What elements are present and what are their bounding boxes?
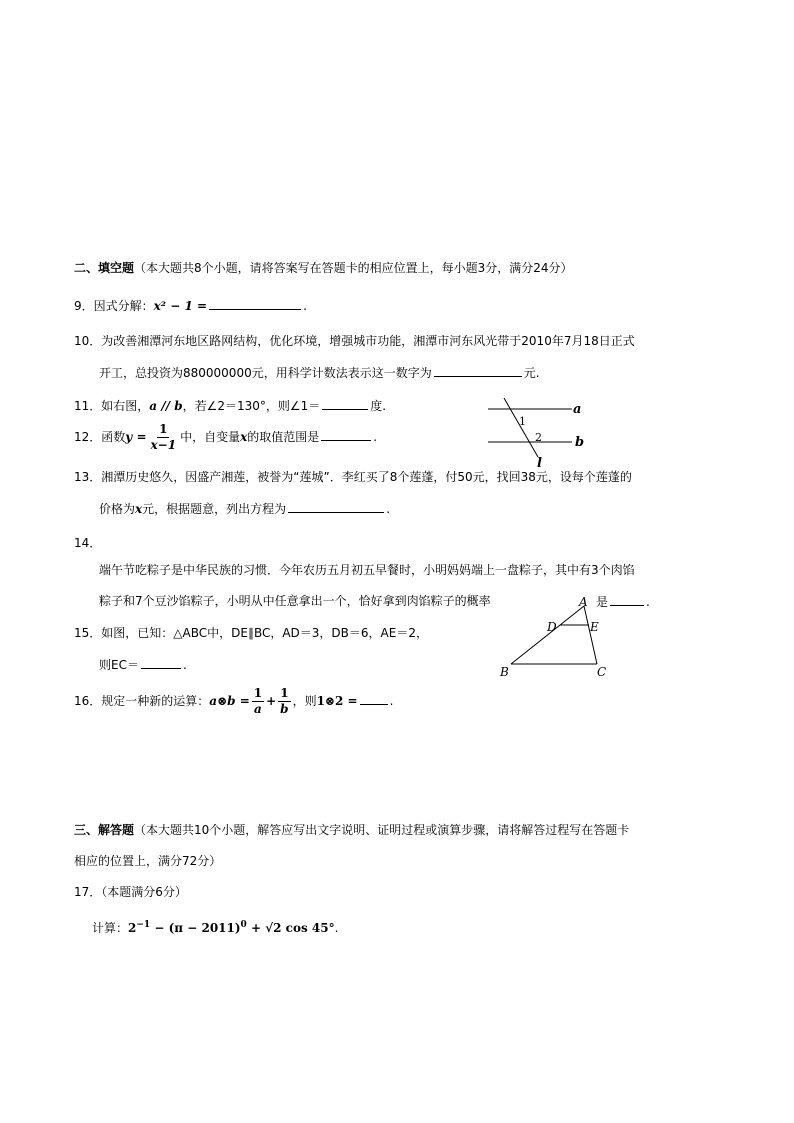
question-number: 11．: [74, 399, 102, 413]
question-15-line2: [99, 656, 187, 673]
label-B: B: [500, 665, 509, 679]
question-text: 价格为: [99, 502, 136, 516]
question-text: 是: [596, 595, 609, 609]
question-number: 15．: [74, 626, 102, 640]
answer-blank[interactable]: [434, 364, 522, 377]
section3-heading-line2: [74, 853, 221, 869]
math-operator: +: [266, 694, 277, 708]
label-b: b: [575, 435, 585, 450]
question-text: 函数: [101, 430, 126, 444]
label-angle1: 1: [519, 415, 526, 428]
fraction-denominator: b: [280, 702, 289, 716]
question-11: [74, 397, 386, 414]
parallel-lines-figure: [480, 395, 590, 470]
question-text: ，则: [292, 694, 317, 708]
punct: 元.: [523, 366, 540, 380]
question-number: 9．: [74, 299, 94, 313]
fraction: [149, 422, 179, 453]
label-a: a: [573, 402, 582, 417]
question-17-header: [74, 884, 187, 900]
fraction-denominator: a: [254, 702, 262, 716]
fraction: [252, 686, 264, 717]
question-13-line2: [99, 500, 390, 517]
question-number: 17．: [74, 885, 102, 899]
question-14-line1: [99, 562, 635, 578]
label-A: A: [579, 595, 588, 609]
question-number: 14．: [74, 536, 102, 550]
punct: .: [389, 694, 394, 708]
punct: .: [334, 921, 339, 935]
section2-title: 二、填空题: [74, 261, 135, 275]
punct: .: [182, 658, 187, 672]
answer-blank[interactable]: [141, 656, 181, 669]
label-C: C: [597, 665, 607, 679]
question-text: 粽子和7个豆沙馅粽子，小明从中任意拿出一个，恰好拿到肉馅粽子的概率: [99, 594, 491, 608]
punct: 度.: [370, 399, 387, 413]
fraction-numerator: 1: [159, 422, 168, 436]
question-number: 13．: [74, 470, 102, 484]
answer-blank[interactable]: [321, 428, 371, 441]
question-text: 如右图，: [101, 399, 150, 413]
question-text: 计算：: [92, 921, 129, 935]
question-10-line2: [99, 364, 540, 381]
question-17-expression: [92, 920, 338, 936]
label-E: E: [590, 620, 599, 634]
fraction: [278, 686, 290, 717]
answer-blank[interactable]: [360, 692, 388, 705]
question-number: 16．: [74, 694, 102, 708]
label-angle2: 2: [535, 431, 542, 444]
side-AC: [584, 606, 597, 664]
triangle-figure: [490, 594, 630, 680]
question-text: 规定一种新的运算：: [101, 694, 210, 708]
fraction-numerator: 1: [280, 686, 289, 700]
question-text: 端午节吃粽子是中华民族的习惯．今年农历五月初五早餐时，小明妈妈端上一盘粽子，其中有3个肉馅: [99, 563, 635, 577]
section3-heading: [74, 822, 629, 838]
question-text: 湘潭历史悠久，因盛产湘莲，被誉为“莲城”．李红买了8个莲蓬，付50元，找回38元，设每个莲蓬的: [101, 470, 632, 484]
punct: .: [373, 430, 378, 444]
question-13-line1: [74, 469, 632, 485]
question-15-line1: [74, 625, 428, 641]
answer-blank[interactable]: [209, 297, 301, 310]
question-number: 12．: [74, 430, 102, 444]
question-text: 的取值范围是: [247, 430, 320, 444]
math-expression: a // b: [149, 399, 183, 413]
math-expression: 1⊗2 =: [316, 694, 358, 708]
expr-part: 2: [128, 921, 137, 935]
expr-part: − (π − 2011): [150, 921, 241, 935]
question-text: ，若∠2＝130°，则∠1＝: [182, 399, 321, 413]
question-16: [74, 685, 393, 717]
fraction-numerator: 1: [253, 686, 263, 700]
label-D: D: [547, 620, 557, 634]
question-text: 如图，已知：△ABC中，DE∥BC，AD＝3，DB＝6，AE＝2，: [101, 626, 428, 640]
question-text: （本题满分6分）: [101, 885, 187, 899]
question-text: 因式分解：: [93, 299, 154, 313]
question-text: 开工，总投资为880000000元，用科学计数法表示这一数字为: [99, 366, 432, 380]
punct: .: [303, 299, 307, 313]
math-expression: [128, 921, 335, 935]
question-14-line2: [99, 593, 491, 609]
exponent: −1: [136, 920, 151, 930]
question-text: 中，自变量: [180, 430, 241, 444]
expr-part: + √2 cos 45°: [246, 921, 335, 935]
answer-blank[interactable]: [288, 500, 384, 513]
question-text: 元，根据题意，列出方程为: [142, 502, 287, 516]
side-AB: [511, 606, 584, 664]
question-text: 为改善湘潭河东地区路网结构，优化环境，增强城市功能，湘潭市河东风光带于2010年7月18日正式: [101, 334, 635, 348]
section3-desc: （本大题共10个小题，解答应写出文字说明、证明过程或演算步骤，请将解答过程写在答题卡: [134, 823, 630, 837]
question-text: 则EC＝: [99, 658, 139, 672]
section3-desc: 相应的位置上，满分72分）: [74, 854, 222, 868]
punct: .: [646, 595, 650, 609]
math-expression: y =: [125, 430, 147, 444]
fraction-denominator: x−1: [150, 438, 177, 452]
section2-desc: （本大题共8个小题，请将答案写在答题卡的相应位置上，每小题3分，满分24分）: [134, 261, 573, 275]
math-variable: x: [135, 502, 143, 516]
math-expression: x² − 1 =: [153, 299, 208, 313]
exponent: 0: [240, 920, 247, 930]
answer-blank[interactable]: [322, 397, 368, 410]
question-14-number: [74, 535, 101, 551]
math-expression: a⊗b =: [209, 694, 250, 708]
question-number: 10．: [74, 334, 102, 348]
question-9: [74, 297, 307, 314]
label-l: l: [537, 456, 542, 471]
question-12: [74, 422, 377, 453]
math-variable: x: [240, 430, 248, 444]
punct: .: [386, 502, 391, 516]
section3-title: 三、解答题: [74, 823, 135, 837]
section2-heading: [74, 260, 573, 276]
question-10-line1: [74, 333, 635, 349]
